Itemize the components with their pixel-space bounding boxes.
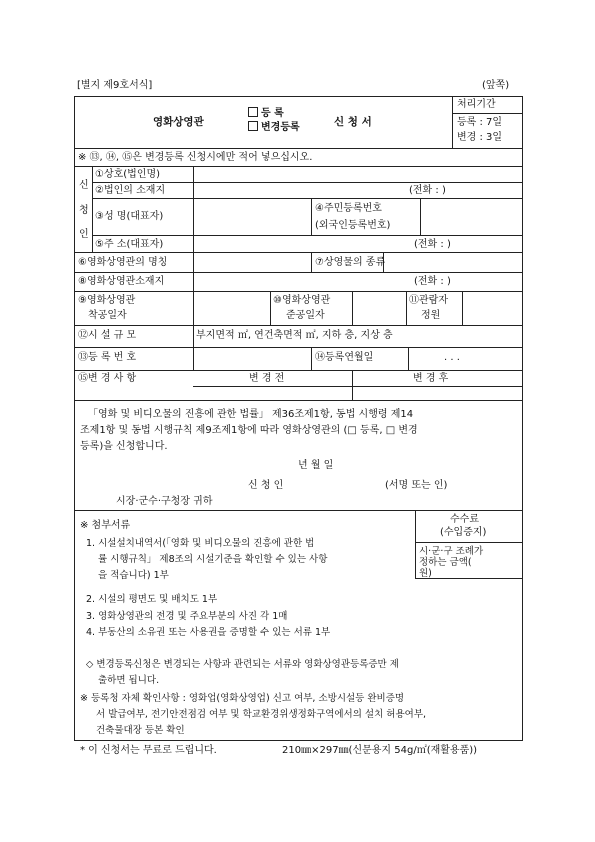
capacity-label-2: 정원: [421, 310, 441, 321]
capacity-label-1: ⑪관람자: [409, 295, 448, 306]
foreign-reg-no-label: (외국인등록번호): [315, 220, 391, 231]
top-note: ※ ⑬, ⑭, ⑮은 변경등록 신청시에만 적어 넣으십시오.: [78, 152, 313, 163]
address-phone: (전화 : ): [414, 239, 451, 250]
statement-line-2: 조제1항 및 동법 시행규칙 제9조제1항에 따라 영화상영관의 (□ 등록, □ 변경: [80, 425, 418, 436]
reg-date-field[interactable]: . . .: [444, 352, 460, 363]
after-change-field[interactable]: [353, 387, 522, 399]
attachment-item-1-line-1: 1. 시설설치내역서(「영화 및 비디오물의 진흥에 관한 법: [86, 538, 315, 549]
page-side-label: (앞쪽): [482, 80, 510, 91]
theater-phone: (전화 : ): [414, 276, 451, 287]
completion-date-field[interactable]: [353, 292, 405, 324]
statement-line-1: 「영화 및 비디오물의 진흥에 관한 법률」 제36조제1항, 동법 시행령 제14: [88, 409, 414, 420]
theater-name-field[interactable]: [194, 253, 310, 271]
form-title-prefix: 영화상영관: [153, 116, 204, 128]
addressee: 시장·군수·구청장 귀하: [116, 496, 213, 507]
paper-spec: 210㎜×297㎜(신문용지 54g/㎡(재활용품)): [282, 745, 478, 756]
completion-date-label-1: ⑩영화상영관: [273, 295, 331, 306]
address-field[interactable]: [194, 236, 404, 251]
attachment-item-1-line-2: 률 시행규칙」 제8조의 시설기준을 확인할 수 있는 사항: [98, 554, 328, 565]
free-notice: * 이 신청서는 무료로 드립니다.: [80, 745, 217, 756]
change-note-line-1: ◇ 변경등록신청은 변경되는 사항과 관련되는 서류와 영화상영관등록증만 제: [86, 659, 399, 670]
after-change-label: 변 경 후: [413, 373, 449, 384]
processing-register: 등록 : 7일: [457, 117, 503, 128]
facility-scale-label: ⑫시 설 규 모: [78, 330, 137, 341]
applicant-signature-label: 신 청 인: [248, 480, 284, 491]
reg-no-label: ⑬등 록 번 호: [78, 352, 137, 363]
applicant-side-3: 인: [79, 229, 89, 240]
screen-type-field[interactable]: [384, 253, 522, 271]
signature-seal[interactable]: (서명 또는 인): [385, 480, 448, 491]
form-title-suffix: 신 청 서: [334, 116, 372, 128]
start-date-label-2: 착공일자: [88, 310, 127, 321]
capacity-field[interactable]: [463, 292, 522, 324]
theater-address-field[interactable]: [194, 273, 404, 290]
corp-phone: (전화 : ): [409, 185, 446, 196]
change-note-line-2: 출하면 됩니다.: [98, 675, 160, 686]
statement-line-3: 등록)을 신청합니다.: [80, 441, 168, 452]
corp-address-label: ②법인의 소재지: [95, 185, 166, 196]
resident-no-field[interactable]: [421, 199, 522, 234]
attachment-item-2: 2. 시설의 평면도 및 배치도 1부: [86, 594, 218, 605]
change-register-checkbox[interactable]: [248, 121, 258, 131]
screen-type-label: ⑦상영물의 종류: [315, 257, 386, 268]
processing-period-label: 처리기간: [457, 99, 496, 110]
check-note-line-1: ※ 등록청 자체 확인사항 : 영화업(영화상영업) 신고 여부, 소방시설등 완비증명: [80, 693, 405, 704]
revenue-stamp-label: (수입증지): [440, 527, 487, 538]
attachment-item-3: 3. 영화상영관의 전경 및 주요부분의 사진 각 1매: [86, 611, 288, 622]
reg-date-label: ⑭등록연월일: [315, 352, 374, 363]
register-checkbox[interactable]: [248, 107, 258, 117]
completion-date-label-2: 준공일자: [286, 310, 325, 321]
fee-desc-1: 시·군·구 조례가: [419, 546, 484, 557]
name-label: ③성 명(대표자): [95, 211, 164, 222]
before-change-label: 변 경 전: [249, 373, 285, 384]
change-items-label: ⑮변 경 사 항: [78, 373, 137, 384]
processing-change: 변경 : 3일: [457, 132, 503, 143]
check-note-line-2: 서 발급여부, 전기안전점검 여부 및 학교환경위생정화구역에서의 설치 허용여부,: [96, 709, 427, 720]
fee-desc-2: 정하는 금액(: [419, 557, 472, 568]
fee-desc-3: 원): [419, 568, 432, 579]
fee-label: 수수료: [450, 514, 479, 525]
trade-name-label: ①상호(법인명): [95, 169, 161, 180]
reg-no-field[interactable]: [194, 348, 310, 369]
option-register[interactable]: 등 록: [248, 107, 284, 120]
before-change-field[interactable]: [194, 387, 351, 399]
theater-address-label: ⑧영화상영관소재지: [78, 276, 165, 287]
corp-address-field[interactable]: [194, 183, 404, 197]
theater-name-label: ⑥영화상영관의 명칭: [78, 257, 168, 268]
name-field[interactable]: [194, 199, 310, 234]
option-change-register[interactable]: 변경등록: [248, 121, 300, 134]
attachments-title: ※ 첨부서류: [80, 520, 131, 531]
address-label: ⑤주 소(대표자): [95, 239, 164, 250]
form-number: [별지 제9호서식]: [77, 80, 153, 91]
trade-name-field[interactable]: [194, 167, 522, 181]
applicant-side-1: 신: [79, 180, 89, 191]
applicant-side-2: 청: [79, 205, 89, 216]
facility-scale-text: 부지면적 ㎡, 연건축면적 ㎡, 지하 층, 지상 층: [196, 330, 393, 341]
resident-no-label: ④주민등록번호: [315, 203, 382, 214]
application-date[interactable]: 년 월 일: [298, 460, 334, 471]
start-date-label-1: ⑨영화상영관: [78, 295, 136, 306]
check-note-line-3: 건축물대장 등본 확인: [96, 725, 185, 736]
attachment-item-4: 4. 부동산의 소유권 또는 사용권을 증명할 수 있는 서류 1부: [86, 627, 331, 638]
start-date-field[interactable]: [194, 292, 269, 324]
attachment-item-1-line-3: 을 적습니다) 1부: [98, 570, 169, 581]
